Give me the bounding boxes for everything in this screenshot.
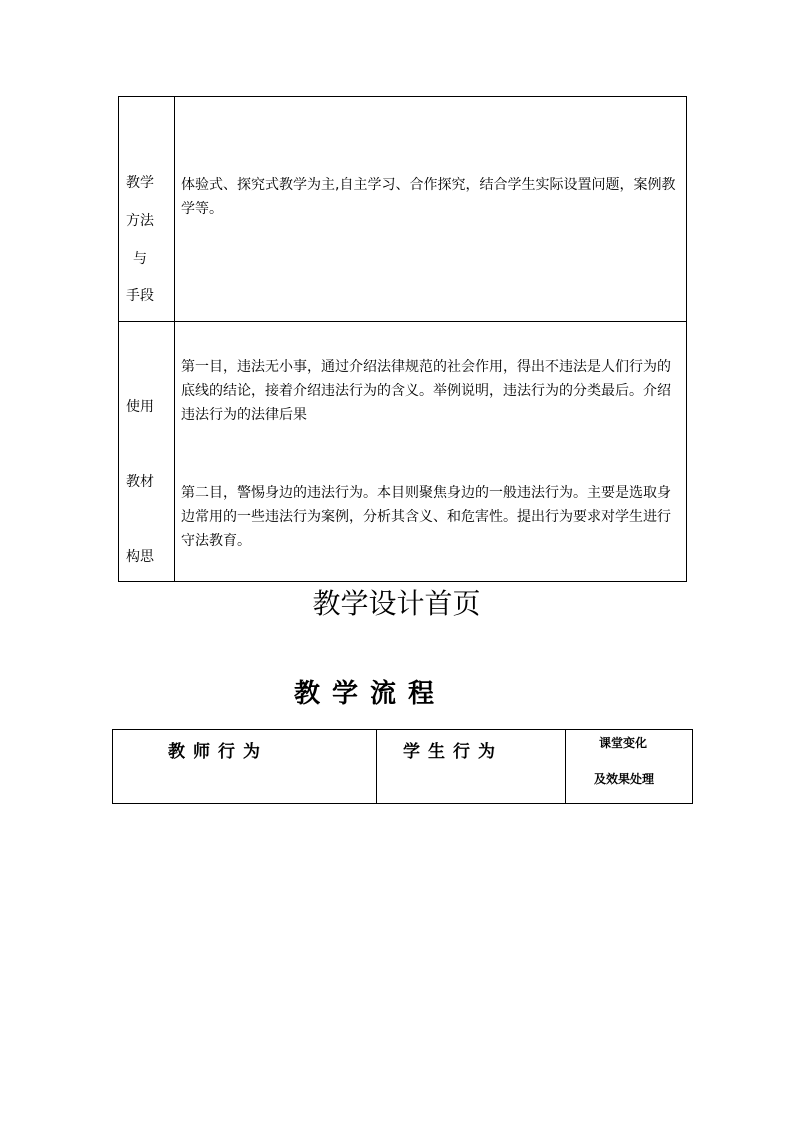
methods-label-line-3: 与 <box>133 251 147 267</box>
materials-label-line-2: 教材 <box>126 474 154 490</box>
flow-title: 教学流程 <box>293 679 446 709</box>
classroom-change-header-line-2: 及效果处理 <box>594 772 655 786</box>
method-table <box>118 96 687 582</box>
methods-text: 体验式、探究式教学为主,自主学习、合作探究，结合学生实际设置问题，案例教学等。 <box>181 177 676 217</box>
flow-table <box>112 729 693 804</box>
column-divider <box>174 97 175 581</box>
methods-label-line-1: 教学 <box>126 175 154 191</box>
methods-label-line-2: 方法 <box>126 213 154 229</box>
methods-label-line-4: 手段 <box>126 288 154 304</box>
classroom-change-header-line-1: 课堂变化 <box>599 736 648 750</box>
page-title: 教学设计首页 <box>312 587 481 620</box>
materials-label-line-3: 构思 <box>126 549 154 565</box>
student-behavior-header: 学生行为 <box>403 742 503 762</box>
teacher-behavior-header: 教师行为 <box>168 742 268 762</box>
row-divider <box>119 321 686 322</box>
column-divider <box>376 730 377 803</box>
materials-paragraph-1: 第一目，违法无小事，通过介绍法律规范的社会作用，得出不违法是人们行为的底线的结论，接着介绍违法行为的含义。举例说明，违法行为的分类最后。介绍违法行为的法律后果 <box>181 359 671 423</box>
column-divider <box>565 730 566 803</box>
materials-label-line-1: 使用 <box>126 399 154 415</box>
materials-paragraph-2: 第二目，警惕身边的违法行为。本目则聚焦身边的一般违法行为。主要是选取身边常用的一些违法行为案例，分析其含义、和危害性。提出行为要求对学生进行守法教育。 <box>181 485 671 549</box>
